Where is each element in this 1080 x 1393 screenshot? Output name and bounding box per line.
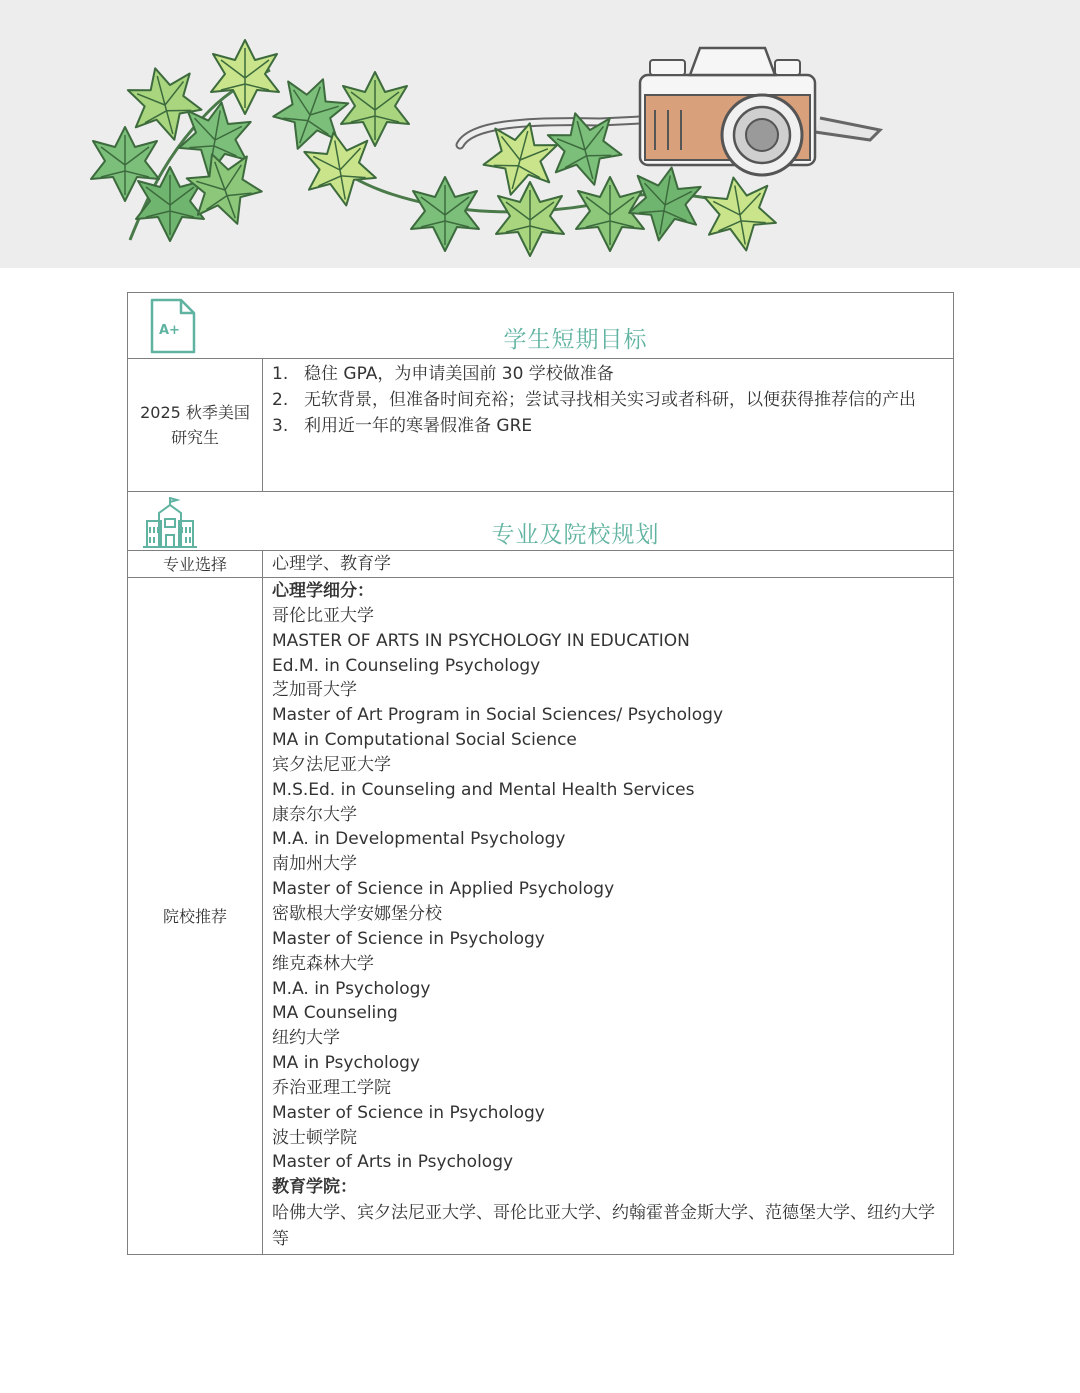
goals-row [128,359,953,491]
header-banner [0,0,1080,268]
school-line: MA Counseling [272,1003,398,1024]
major-label: 专业选择 [128,551,263,577]
school-line: 纽约大学 [272,1028,340,1049]
major-value: 心理学、教育学 [272,554,391,574]
goal-number: 1. [272,364,289,384]
grade-icon-text: A+ [159,323,180,338]
school-line: Master of Science in Applied Psychology [272,879,615,900]
goal-item [272,413,945,439]
section-title-goals: 学生短期目标 [503,327,648,353]
school-line: MA in Psychology [272,1053,420,1074]
school-line: MA in Computational Social Science [272,730,577,751]
goal-item [272,361,945,387]
ivy-camera-illustration [0,0,1080,268]
goal-text: 利用近一年的寒暑假准备 GRE [304,416,533,436]
goal-text: 稳住 GPA，为申请美国前 30 学校做准备 [304,364,614,384]
section-header-goals [128,293,953,359]
school-line: M.A. in Psychology [272,978,431,999]
school-line: 南加州大学 [272,854,357,875]
goal-number: 2. [272,390,289,410]
school-line: 芝加哥大学 [272,680,357,701]
camera-drawing [640,48,815,175]
goal-text: 无软背景，但准备时间充裕；尝试寻找相关实习或者科研，以便获得推荐信的产出 [304,390,916,410]
school-line: Ed.M. in Counseling Psychology [272,655,541,676]
school-content [263,578,953,1254]
school-line: Master of Science in Psychology [272,1102,545,1123]
goals-label: 2025 秋季美国研究生 [128,359,263,491]
school-row [128,577,953,1254]
school-line: Master of Art Program in Social Sciences/ Psychology [272,705,724,726]
school-line: 密歇根大学安娜堡分校 [272,903,442,924]
school-line: MASTER OF ARTS IN PSYCHOLOGY IN EDUCATION [272,630,690,651]
section-header-planning [128,491,953,551]
school-line: 哥伦比亚大学 [272,605,374,626]
school-label: 院校推荐 [128,578,263,1254]
section-title-planning: 专业及院校规划 [491,522,660,548]
school-line: 宾夕法尼亚大学 [272,754,391,775]
school-line: Master of Arts in Psychology [272,1152,514,1173]
goal-number: 3. [272,416,289,436]
school-line: 乔治亚理工学院 [272,1077,391,1098]
school-line: M.A. in Developmental Psychology [272,829,566,850]
planning-table [127,292,954,1255]
school-line: 波士顿学院 [272,1127,357,1148]
school-line: Master of Science in Psychology [272,928,545,949]
psych-heading: 心理学细分： [272,581,374,601]
goal-item [272,387,945,413]
major-row [128,551,953,577]
goals-content [263,359,953,491]
school-line: 康奈尔大学 [272,804,357,825]
edu-schools-text: 哈佛大学、宾夕法尼亚大学、哥伦比亚大学、约翰霍普金斯大学、范德堡大学、纽约大学等 [272,1203,935,1250]
school-line: M.S.Ed. in Counseling and Mental Health Services [272,779,695,800]
goals-list [272,359,945,439]
edu-heading: 教育学院： [272,1177,357,1198]
school-line: 维克森林大学 [272,953,374,974]
